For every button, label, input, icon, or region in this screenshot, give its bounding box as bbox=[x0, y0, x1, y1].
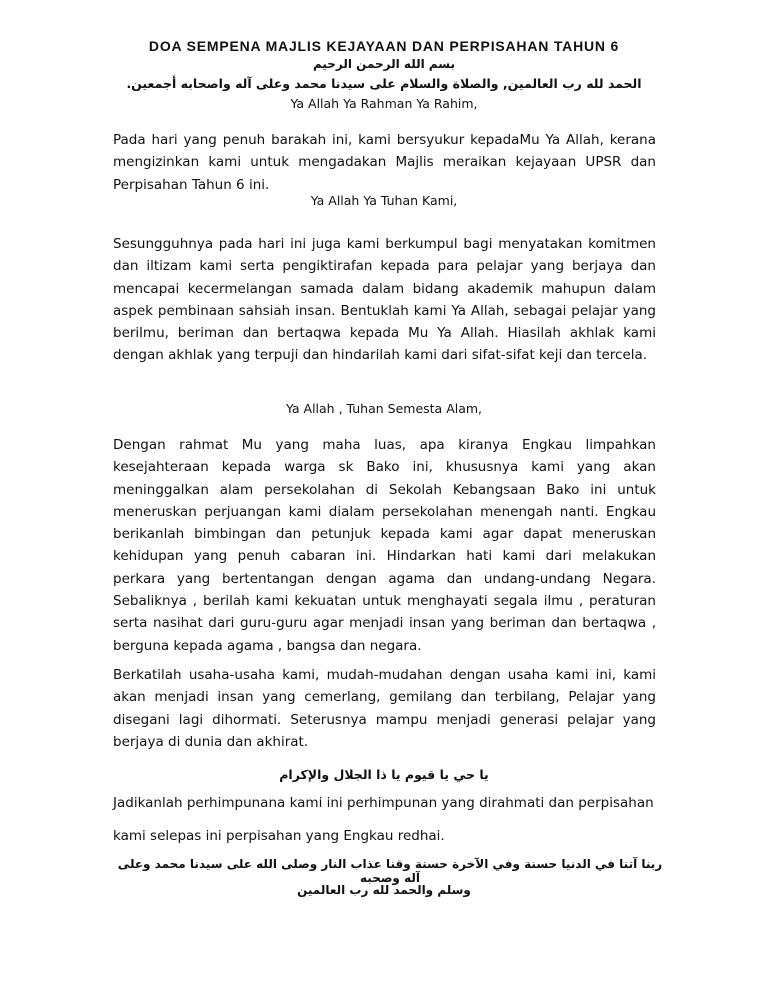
paragraph-blessing: Dengan rahmat Mu yang maha luas, apa kiranya Engkau limpahkan kesejahteraan kepada warga sk Bako ini, khususnya kami yang akan meninggalkan alam persekolahan di Sekolah Kebangsaan Bako ini untuk meneruskan perjuangan kami dialam persekolahan menengah nanti. Engkau berikanlah bimbingan dan petunjuk kepada kami agar dapat meneruskan kehidupan yang penuh cabaran ini. Hindarkan hati kami dari melakukan perkara yang bertentangan dengan agama dan undang-undang Negara. Sebaliknya , berilah kami kekuatan untuk menghayati segala ilmu , peraturan serta nasihat dari guru-guru agar menjadi insan yang beriman dan bertaqwa , berguna kepada agama , bangsa dan negara. bbox=[113, 437, 656, 654]
hamdalah-text: الحمد لله رب العالمين, والصلاة والسلام على سيدنا محمد وعلى آله واصحابه أجمعين. bbox=[126, 76, 642, 91]
closing-line-2: kami selepas ini perpisahan yang Engkau redhai. bbox=[113, 828, 445, 844]
bismillah-text: بسم الله الرحمن الرحيم bbox=[312, 57, 456, 71]
arabic-invocation: يا حي يا قيوم يا ذا الجلال والإكرام bbox=[279, 767, 489, 782]
document-title: DOA SEMPENA MAJLIS KEJAYAAN DAN PERPISAHAN TAHUN 6 bbox=[148, 38, 620, 54]
paragraph-commitment: Sesungguhnya pada hari ini juga kami berkumpul bagi menyatakan komitmen dan iltizam kami serta pengiktirafan kepada para pelajar yang berjaya dan mencapai kecermelangan samada dalam bidang akademik mahupun dalam aspek pembinaan sahsiah insan. Bentuklah kami Ya Allah, sebagai pelajar yang berilmu, beriman dan bertaqwa kepada Mu Ya Allah. Hiasilah akhlak kami dengan akhlak yang terpuji dan hindarilah kami dari sifat-sifat keji dan tercela. bbox=[113, 236, 656, 364]
closing-arabic-line-1: ربنا آتنا في الدنيا حسنة وفي الآخرة حسنة وقنا عذاب النار وصلى الله على سيدنا محمد وعلى آله وصحبه bbox=[117, 857, 663, 885]
invocation-tuhan-kami: Ya Allah Ya Tuhan Kami, bbox=[310, 193, 458, 208]
closing-arabic-line-2: وسلم والحمد لله رب العالمين bbox=[297, 883, 471, 897]
invocation-semesta-alam: Ya Allah , Tuhan Semesta Alam, bbox=[285, 401, 483, 416]
invocation-rahman: Ya Allah Ya Rahman Ya Rahim, bbox=[290, 96, 478, 111]
paragraph-gratitude: Pada hari yang penuh barakah ini, kami bersyukur kepadaMu Ya Allah, kerana mengizinkan kami untuk mengadakan Majlis meraikan kejayaan UPSR dan Perpisahan Tahun 6 ini. bbox=[113, 132, 656, 193]
paragraph-success: Berkatilah usaha-usaha kami, mudah-mudahan dengan usaha kami ini, kami akan menjadi insan yang cemerlang, gemilang dan terbilang, Pelajar yang disegani lagi dihormati. Seterusnya mampu menjadi generasi pelajar yang berjaya di dunia dan akhirat. bbox=[113, 667, 656, 750]
closing-line-1: Jadikanlah perhimpunana kami ini perhimpunan yang dirahmati dan perpisahan bbox=[113, 795, 654, 811]
